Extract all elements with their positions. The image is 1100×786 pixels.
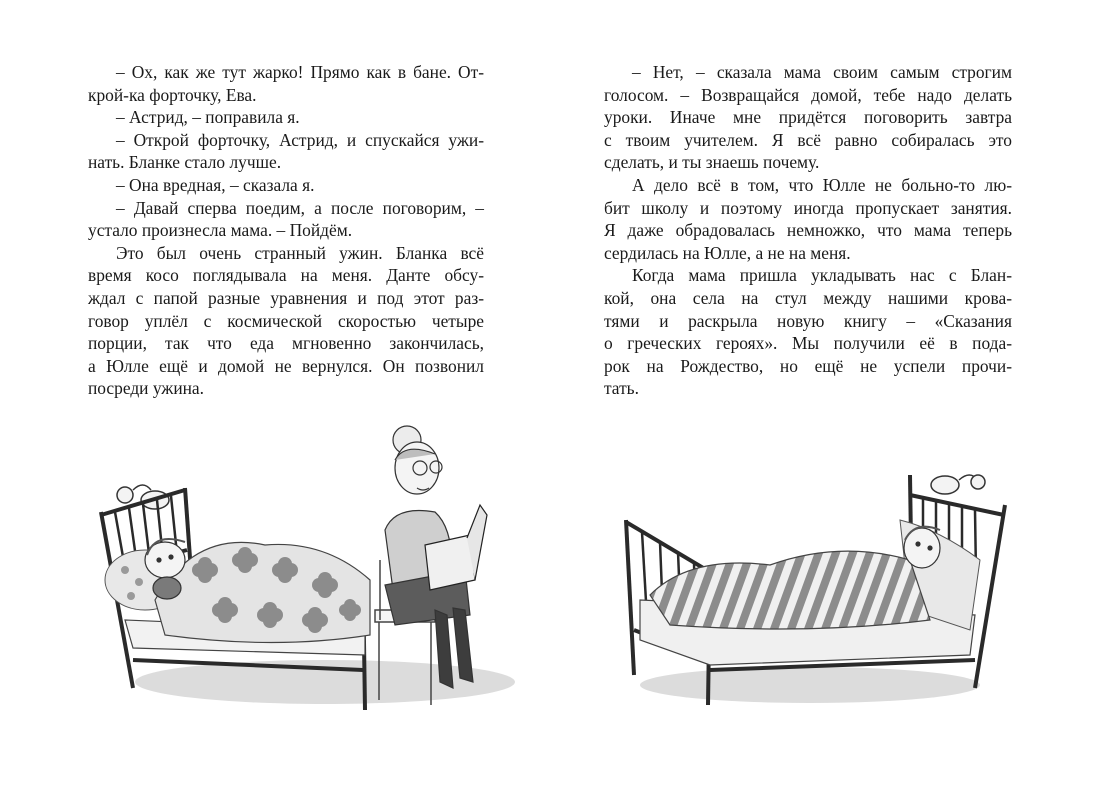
- text-line: ждал с папой разные уравнения и под этот раз-: [88, 287, 484, 308]
- text-line: – Нет, – сказала мама своим самым строгим: [632, 62, 1012, 82]
- mother-figure: [385, 426, 487, 688]
- text-line: уроки. Иначе мне придётся поговорить завтра: [604, 107, 1012, 128]
- text-line: тать.: [604, 378, 639, 399]
- illustration-girl-in-bed: [610, 460, 1010, 720]
- text-line: крой-ка форточку, Ева.: [88, 84, 257, 105]
- left-page-text: [88, 61, 484, 400]
- text-line: посреди ужина.: [88, 378, 205, 399]
- text-line: тями и раскрыла новую книгу – «Сказания: [604, 310, 1012, 331]
- text-line: Когда мама пришла укладывать нас с Блан-: [632, 265, 1012, 286]
- text-line: а Юлле ещё и домой не вернулся. Он позвонил: [88, 355, 484, 376]
- text-line: сделать, и ты знаешь почему.: [604, 152, 820, 173]
- text-line: рок на Рождество, но ещё не успели прочи-: [604, 355, 1012, 376]
- text-line: голосом. – Возвращайся домой, тебе надо делать: [604, 84, 1012, 105]
- text-line: с твоим учителем. Я всё равно собиралась это: [604, 129, 1012, 150]
- text-line: – Астрид, – поправила я.: [116, 107, 300, 128]
- text-line: – Она вредная, – сказала я.: [116, 174, 315, 195]
- text-line: – Давай сперва поедим, а после поговорим, –: [116, 197, 484, 218]
- mother-reading-bedside-illustration: [95, 420, 515, 720]
- right-page-text: [604, 61, 1012, 400]
- illustration-mother-reading: [95, 420, 515, 720]
- text-line: – Открой форточку, Астрид, и спускайся ужи-: [116, 129, 484, 150]
- text-line: – Ох, как же тут жарко! Прямо как в бане. От-: [116, 62, 484, 82]
- wall-lamp-icon: [931, 475, 985, 494]
- text-line: порции, так что еда мгновенно закончилась,: [88, 333, 484, 354]
- text-line: кой, она села на стул между нашими крова-: [604, 287, 1012, 308]
- text-line: устало произнесла мама. – Пойдём.: [88, 220, 353, 241]
- right-page: [550, 0, 1100, 786]
- text-line: Я даже обрадовалась немножко, что мама теперь: [604, 220, 1012, 241]
- text-line: нать. Бланке стало лучше.: [88, 152, 282, 173]
- text-line: время косо поглядывала на меня. Данте обсу-: [88, 265, 484, 286]
- girl-in-bed: [904, 527, 940, 568]
- text-line: Это был очень странный ужин. Бланка всё: [116, 242, 484, 263]
- text-line: о греческих героях». Мы получили её в пода-: [604, 333, 1012, 354]
- girl-in-striped-bed-illustration: [610, 460, 1010, 720]
- text-line: говор уплёл с космической скоростью четыре: [88, 310, 484, 331]
- text-line: А дело всё в том, что Юлле не больно-то лю-: [632, 174, 1012, 195]
- text-line: бит школу и поэтому иногда пропускает занятия.: [604, 197, 1012, 218]
- text-line: сердилась на Юлле, а не на меня.: [604, 242, 851, 263]
